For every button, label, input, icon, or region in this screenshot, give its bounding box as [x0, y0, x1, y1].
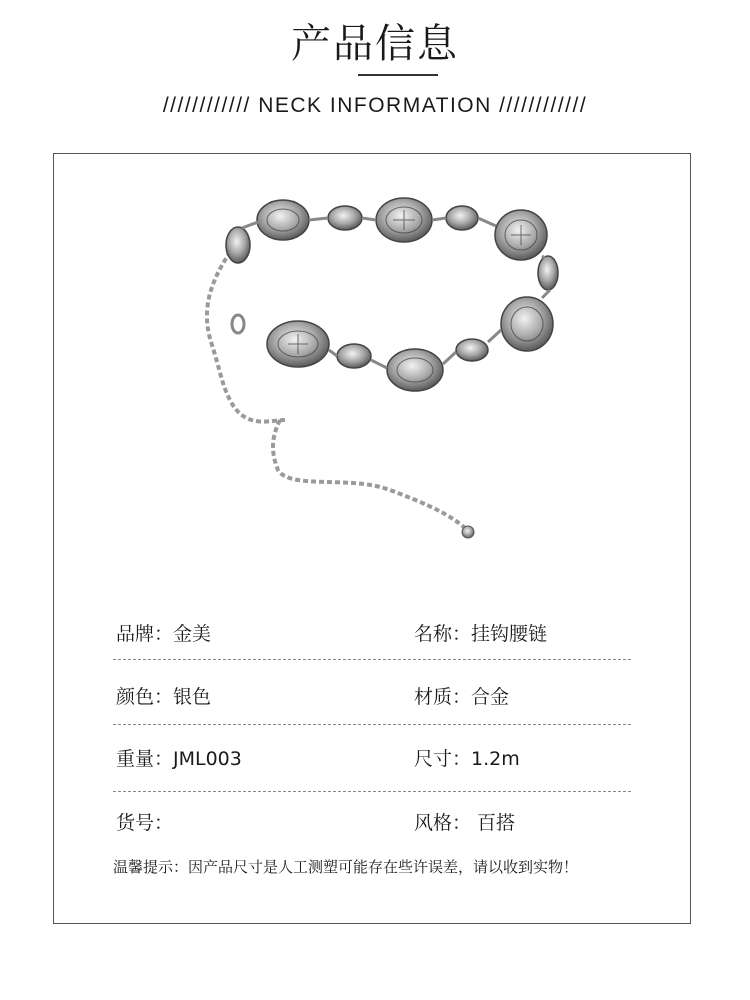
section-subtitle: //////////// NECK INFORMATION //////////// — [162, 94, 588, 117]
divider — [113, 724, 631, 725]
weight-field: 重量：JML003 — [116, 748, 242, 770]
divider — [113, 791, 631, 792]
style-field: 风格： 百搭 — [414, 812, 516, 834]
size-field: 尺寸：1.2m — [414, 748, 520, 770]
material-field: 材质：合金 — [414, 686, 510, 708]
brand-field: 品牌：金美 — [116, 623, 212, 645]
item-number-field: 货号： — [116, 812, 174, 834]
product-photo — [150, 170, 600, 580]
size-disclaimer: 温馨提示：因产品尺寸是人工测塑可能存在些许误差，请以收到实物！ — [113, 858, 579, 876]
color-field: 颜色：银色 — [116, 686, 212, 708]
divider — [113, 659, 631, 660]
title-underline — [358, 74, 438, 76]
page-title: 产品信息 — [291, 21, 459, 67]
name-field: 名称：挂钩腰链 — [414, 623, 548, 645]
